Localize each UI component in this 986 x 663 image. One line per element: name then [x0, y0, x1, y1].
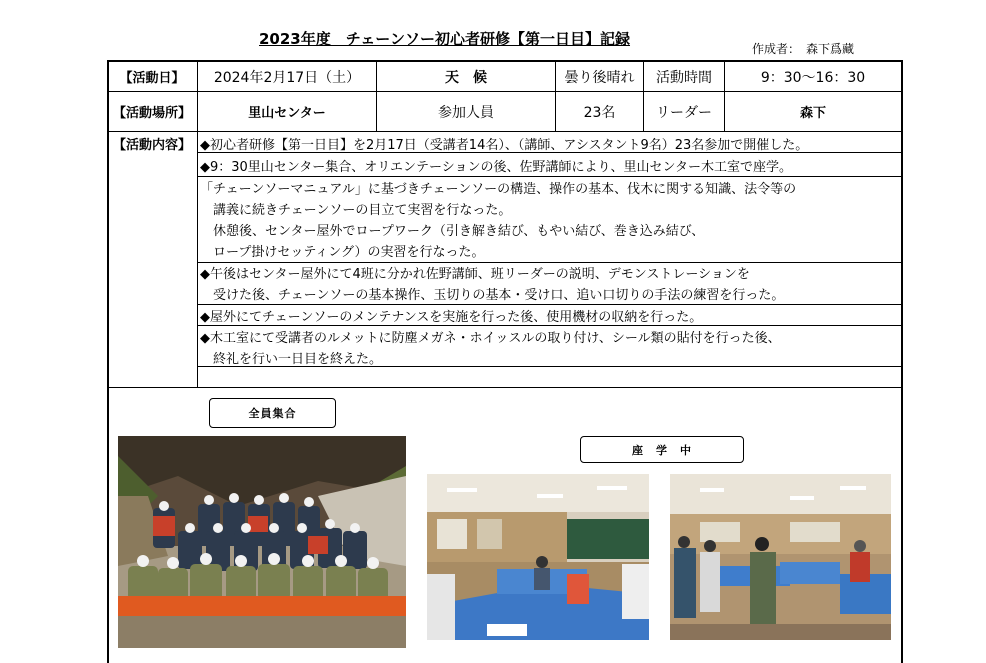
- activity-line: ◆9：30里山センター集合、オリエンテーションの後、佐野講師により、里山センター木工室で座学。: [200, 160, 792, 175]
- place-label: 【活動場所】: [112, 106, 191, 121]
- table-rule: [197, 176, 903, 177]
- activity-line: 受けた後、チェーンソーの基本操作、玉切りの基本・受け口、追い口切りの手法の練習を行った。: [200, 288, 785, 303]
- table-rule: [197, 325, 903, 326]
- table-rule: [107, 131, 903, 132]
- time-label: 活動時間: [656, 69, 712, 86]
- date-value: 2024年2月17日（土）: [213, 69, 361, 86]
- lecture-photo-left: [427, 474, 649, 640]
- page-title: 2023年度 チェーンソー初心者研修【第一日目】記録: [259, 30, 631, 48]
- activity-line: 休憩後、センター屋外でロープワーク（引き解き結び、もやい結び、巻き込み結び、: [200, 224, 705, 239]
- weather-label: 天 候: [445, 69, 487, 86]
- activity-line: ◆初心者研修【第一日目】を2月17日（受講者14名）、（講師、アシスタント9名）23名参加で開催した。: [200, 138, 809, 153]
- activity-line: ◆屋外にてチェーンソーのメンテナンスを実施を行った後、使用機材の収納を行った。: [200, 310, 703, 325]
- group-photo: [118, 436, 406, 648]
- author-line: 作成者： 森下爲藏: [752, 42, 855, 56]
- activity-line: 講義に続きチェーンソーの目立て実習を行なった。: [200, 203, 512, 218]
- activity-line: 「チェーンソーマニュアル」に基づきチェーンソーの構造、操作の基本、伐木に関する知識、法令等の: [200, 182, 797, 197]
- participants-value: 23名: [583, 104, 616, 121]
- group-photo-caption: 全員集合: [209, 398, 336, 428]
- activity-label: 【活動内容】: [112, 137, 191, 153]
- time-value: 9：30～16：30: [760, 69, 866, 86]
- activity-line: ロープ掛けセッティング）の実習を行なった。: [200, 245, 485, 260]
- leader-label: リーダー: [656, 104, 712, 121]
- table-rule: [107, 387, 903, 388]
- activity-line: ◆午後はセンター屋外にて4班に分かれ佐野講師、班リーダーの説明、デモンストレーションを: [200, 267, 750, 282]
- table-rule: [197, 304, 903, 305]
- leader-value: 森下: [799, 106, 826, 121]
- date-label: 【活動日】: [119, 71, 185, 86]
- weather-value: 曇り後晴れ: [564, 69, 635, 86]
- participants-label: 参加人員: [438, 104, 494, 121]
- lecture-photo-caption: 座 学 中: [580, 436, 744, 463]
- activity-line: 終礼を行い一日目を終えた。: [200, 352, 383, 367]
- place-value: 里山センター: [248, 106, 326, 121]
- lecture-photo-right: [670, 474, 891, 640]
- activity-line: ◆木工室にて受講者のルメットに防塵メガネ・ホイッスルの取り付け、シール類の貼付を行った後、: [200, 331, 781, 346]
